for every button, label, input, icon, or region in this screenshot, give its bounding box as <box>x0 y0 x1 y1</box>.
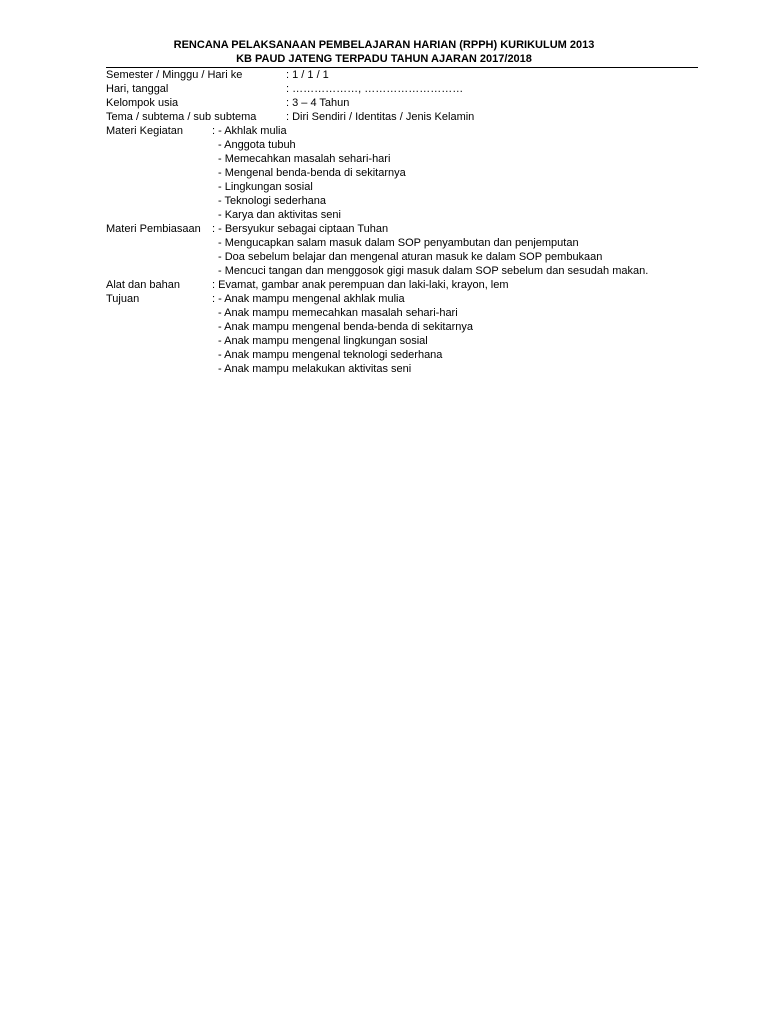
materi-pembiasaan-item: - Mengucapkan salam masuk dalam SOP penyambutan dan penjemputan <box>218 237 579 249</box>
document-title-line1: RENCANA PELAKSANAAN PEMBELAJARAN HARIAN (RPPH) KURIKULUM 2013 <box>173 39 595 51</box>
materi-pembiasaan-item: - Doa sebelum belajar dan mengenal aturan masuk ke dalam SOP pembukaan <box>218 251 603 263</box>
materi-pembiasaan-item: - Mencuci tangan dan menggosok gigi masuk dalam SOP sebelum dan sesudah makan. <box>218 265 649 277</box>
tujuan-first: : - Anak mampu mengenal akhlak mulia <box>212 293 405 305</box>
kelompok-label: Kelompok usia <box>106 97 179 109</box>
tujuan-item: - Anak mampu mengenal benda-benda di sekitarnya <box>218 321 473 333</box>
semester-value: : 1 / 1 / 1 <box>286 69 329 81</box>
materi-kegiatan-item: - Anggota tubuh <box>218 139 296 151</box>
tujuan-label: Tujuan <box>106 293 140 305</box>
tema-label: Tema / subtema / sub subtema <box>106 111 257 123</box>
kelompok-value: : 3 – 4 Tahun <box>286 97 350 109</box>
materi-kegiatan-item: - Mengenal benda-benda di sekitarnya <box>218 167 406 179</box>
tujuan-item: - Anak mampu memecahkan masalah sehari-hari <box>218 307 458 319</box>
document-title-line2: KB PAUD JATENG TERPADU TAHUN AJARAN 2017/2018 <box>236 53 532 65</box>
materi-kegiatan-item: - Lingkungan sosial <box>218 181 313 193</box>
materi-pembiasaan-first: : - Bersyukur sebagai ciptaan Tuhan <box>212 223 389 235</box>
materi-kegiatan-item: - Memecahkan masalah sehari-hari <box>218 153 391 165</box>
hari-value: : ………………, ……………………… <box>286 83 464 95</box>
semester-label: Semester / Minggu / Hari ke <box>106 69 243 81</box>
tujuan-item: - Anak mampu mengenal teknologi sederhana <box>218 349 443 361</box>
materi-pembiasaan-label: Materi Pembiasaan <box>106 223 201 235</box>
materi-kegiatan-label: Materi Kegiatan <box>106 125 184 137</box>
hari-label: Hari, tanggal <box>106 83 169 95</box>
materi-kegiatan-item: - Teknologi sederhana <box>218 195 327 207</box>
tujuan-item: - Anak mampu mengenal lingkungan sosial <box>218 335 428 347</box>
alat-value: : Evamat, gambar anak perempuan dan laki-laki, krayon, lem <box>212 279 509 291</box>
materi-kegiatan-first: : - Akhlak mulia <box>212 125 287 137</box>
alat-label: Alat dan bahan <box>106 279 181 291</box>
tema-value: : Diri Sendiri / Identitas / Jenis Kelamin <box>286 111 475 123</box>
materi-kegiatan-item: - Karya dan aktivitas seni <box>218 209 341 221</box>
tujuan-item: - Anak mampu melakukan aktivitas seni <box>218 363 412 375</box>
